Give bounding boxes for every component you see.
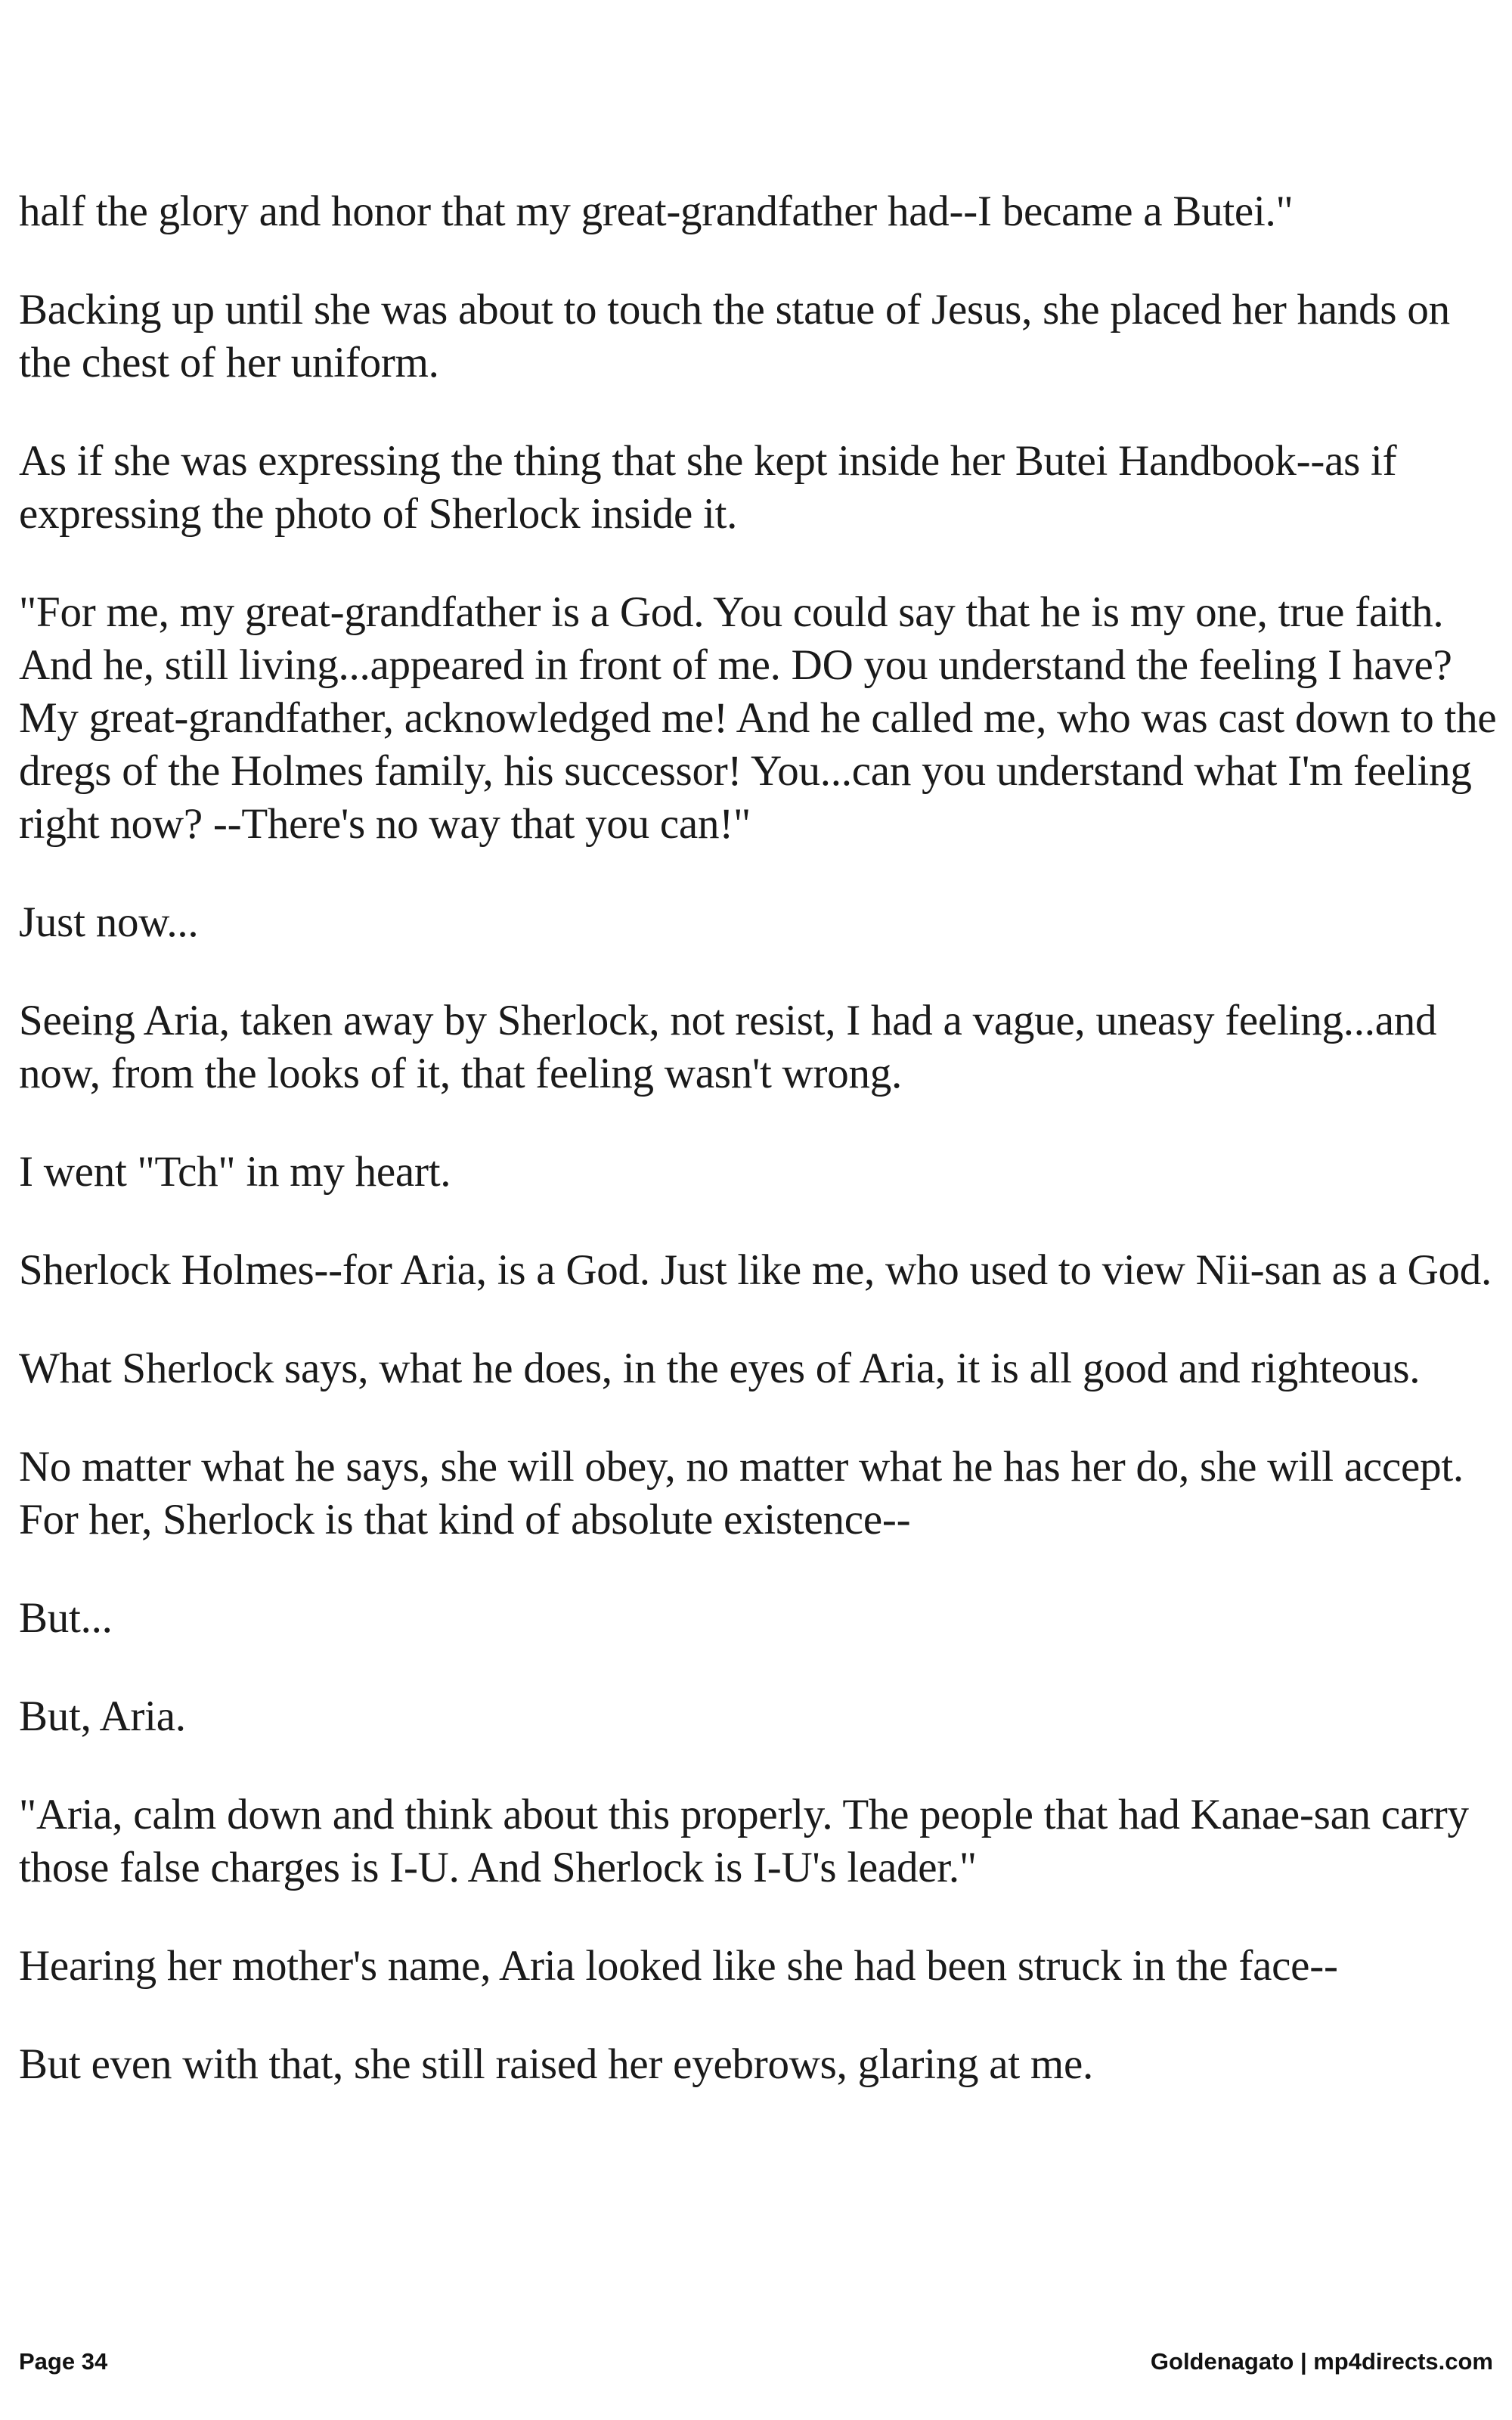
paragraph: But...	[19, 1594, 113, 1642]
body-text	[19, 185, 1501, 2136]
paragraph: "For me, my great-grandfather is a God. You could say that he is my one, true faith. And he, still living...appeared in front of me. DO you understand the feeling I have? My great-grandfather, acknowledged me! And he called me, who was cast down to the dregs of the Holmes family, his successor! You...can you understand what I'm feeling right now? --There's no way that you can!"	[19, 588, 1497, 848]
paragraph: Sherlock Holmes--for Aria, is a God. Just like me, who used to view Nii-san as a God.	[19, 1246, 1492, 1294]
paragraph: Seeing Aria, taken away by Sherlock, not resist, I had a vague, uneasy feeling...and now, from the looks of it, that feeling wasn't wrong.	[19, 997, 1437, 1097]
paragraph: "Aria, calm down and think about this properly. The people that had Kanae-san carry those false charges is I-U. And Sherlock is I-U's leader."	[19, 1791, 1469, 1891]
paragraph: But even with that, she still raised her eyebrows, glaring at me.	[19, 2040, 1094, 2088]
paragraph: half the glory and honor that my great-grandfather had--I became a Butei."	[19, 188, 1294, 235]
paragraph: As if she was expressing the thing that she kept inside her Butei Handbook--as if expressing the photo of Sherlock inside it.	[19, 437, 1397, 538]
paragraph: Hearing her mother's name, Aria looked like she had been struck in the face--	[19, 1942, 1338, 1990]
paragraph: Just now...	[19, 898, 199, 946]
paragraph: I went "Tch" in my heart.	[19, 1148, 451, 1196]
paragraph: But, Aria.	[19, 1692, 186, 1740]
paragraph: Backing up until she was about to touch the statue of Jesus, she placed her hands on the chest of her uniform.	[19, 286, 1450, 386]
paragraph: What Sherlock says, what he does, in the eyes of Aria, it is all good and righteous.	[19, 1345, 1421, 1392]
source-credit: Goldenagato | mp4directs.com	[1150, 2348, 1493, 2375]
page-number: Page 34	[19, 2348, 108, 2375]
paragraph: No matter what he says, she will obey, no matter what he has her do, she will accept. For her, Sherlock is that kind of absolute existence--	[19, 1443, 1464, 1544]
page-footer	[19, 2348, 1493, 2386]
